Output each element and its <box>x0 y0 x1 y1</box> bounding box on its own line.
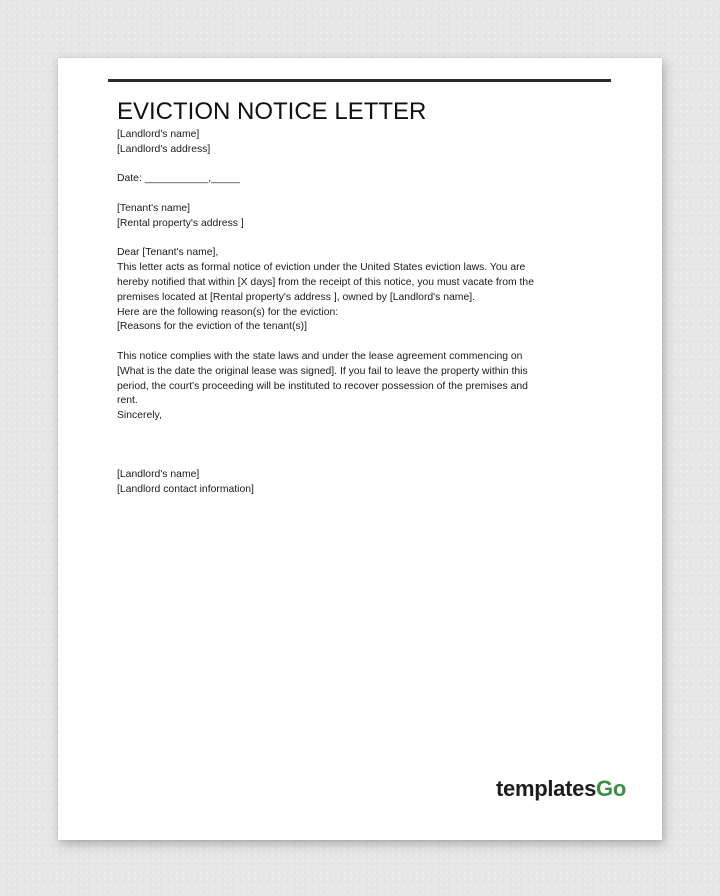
signature-contact: [Landlord contact information] <box>117 483 254 495</box>
letter-body <box>117 128 607 498</box>
date-line: Date: ___________,_____ <box>117 173 241 185</box>
top-divider <box>108 79 611 82</box>
tenant-name: [Tenant's name] <box>117 202 191 214</box>
logo-accent-text: Go <box>596 776 626 801</box>
paragraph-1-line: Here are the following reason(s) for the eviction: <box>117 306 339 318</box>
landlord-address: [Landlord's address] <box>117 143 211 155</box>
document-title: EVICTION NOTICE LETTER <box>117 98 427 125</box>
paragraph-1-line: This letter acts as formal notice of eviction under the United States eviction laws. You are <box>117 262 526 274</box>
paragraph-2-line: rent. <box>117 395 138 407</box>
closing: Sincerely, <box>117 410 162 422</box>
paragraph-2-line: period, the court's proceeding will be instituted to recover possession of the premises and <box>117 380 528 392</box>
logo-text: templates <box>496 776 597 801</box>
paragraph-1-line: [Reasons for the eviction of the tenant(s)] <box>117 321 308 333</box>
rental-address: [Rental property's address ] <box>117 217 244 229</box>
salutation: Dear [Tenant's name], <box>117 247 219 259</box>
signature-name: [Landlord's name] <box>117 468 200 480</box>
paragraph-2-line: [What is the date the original lease was signed]. If you fail to leave the property within this <box>117 365 528 377</box>
landlord-name: [Landlord's name] <box>117 129 200 140</box>
paragraph-1-line: hereby notified that within [X days] from the receipt of this notice, you must vacate from the <box>117 276 534 288</box>
document-page <box>58 58 662 840</box>
paragraph-2-line: This notice complies with the state laws and under the lease agreement commencing on <box>117 350 523 362</box>
paragraph-1-line: premises located at [Rental property's address ], owned by [Landlord's name]. <box>117 291 476 303</box>
templatesgo-logo <box>496 776 626 802</box>
